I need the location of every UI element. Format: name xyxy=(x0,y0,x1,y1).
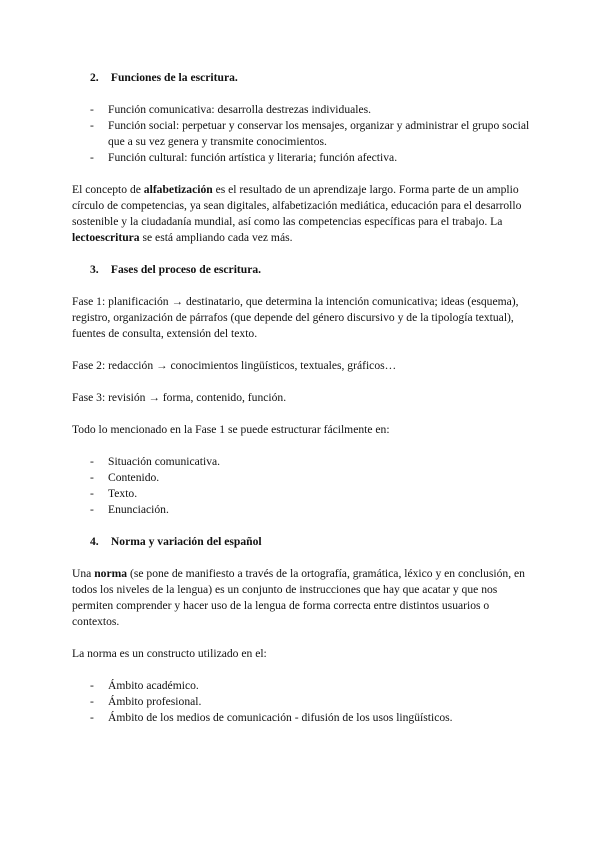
list-item: - Texto. xyxy=(72,486,532,502)
list-item: - Ámbito profesional. xyxy=(72,694,532,710)
ambitos-list xyxy=(72,678,532,726)
section-2-heading xyxy=(90,70,532,86)
fase-2-paragraph: Fase 2: redacción → conocimientos lingüísticos, textuales, gráficos… xyxy=(72,359,397,372)
list-item: - Situación comunicativa. xyxy=(72,454,532,470)
text-run: (se pone de manifiesto a través de la ortografía, gramática, léxico y en conclusión, en todos los niveles de la lengua) es un conjunto de instrucciones que hay que acatar y que nos permiten comprender y hacer uso de la lengua de forma correcta entre distintos usuarios o contextos. xyxy=(72,567,525,628)
list-item: - Ámbito de los medios de comunicación - difusión de los usos lingüísticos. xyxy=(72,710,532,726)
alfabetizacion-paragraph xyxy=(72,182,532,246)
list-item: - Enunciación. xyxy=(72,502,532,518)
section-2-title: Funciones de la escritura. xyxy=(110,71,238,84)
text-run: Una xyxy=(72,567,95,580)
section-3-heading xyxy=(90,262,532,278)
list-item: - Contenido. xyxy=(72,470,532,486)
bold-term-alfabetizacion: alfabetización xyxy=(143,183,213,196)
section-4-title: Norma y variación del español xyxy=(110,535,262,548)
list-item: - Función cultural: función artística y literaria; función afectiva. xyxy=(72,150,532,166)
bold-term-norma: norma xyxy=(94,567,128,580)
text-run: es el resultado de un aprendizaje largo. Forma parte de un amplio círculo de competencias, ya sean digitales, alfabetización mediática, educación para el desarrollo sostenible y la ciudadanía mundial, así como las competencias específicas para el trabajo. La xyxy=(72,183,522,228)
text-run: se está ampliando cada vez más. xyxy=(139,231,293,244)
fase-3-paragraph: Fase 3: revisión → forma, contenido, función. xyxy=(72,391,287,404)
list-item: - Ámbito académico. xyxy=(72,678,532,694)
fases-intro-paragraph: Todo lo mencionado en la Fase 1 se puede estructurar fácilmente en: xyxy=(72,423,390,436)
section-4-number: 4. xyxy=(90,535,99,548)
section-3-number: 3. xyxy=(90,263,99,276)
document-page xyxy=(72,70,532,742)
section-2-number: 2. xyxy=(90,71,99,84)
functions-list xyxy=(72,102,532,166)
structure-list xyxy=(72,454,532,518)
list-item: - Función social: perpetuar y conservar los mensajes, organizar y administrar el grupo social que a su vez genera y transmite conocimientos. xyxy=(72,118,532,150)
norma-intro-paragraph: La norma es un constructo utilizado en el: xyxy=(72,647,267,660)
list-item: - Función comunicativa: desarrolla destrezas individuales. xyxy=(72,102,532,118)
text-run: El concepto de xyxy=(72,183,144,196)
bold-term-lectoescritura: lectoescritura xyxy=(72,231,140,244)
norma-paragraph xyxy=(72,566,532,630)
fase-1-paragraph: Fase 1: planificación → destinatario, que determina la intención comunicativa; ideas (esquema), registro, organización de párrafos (que depende del género discursivo y de la tipología textual), fuentes de consulta, extensión del texto. xyxy=(72,295,519,340)
section-3-title: Fases del proceso de escritura. xyxy=(110,263,262,276)
section-4-heading xyxy=(90,534,532,550)
